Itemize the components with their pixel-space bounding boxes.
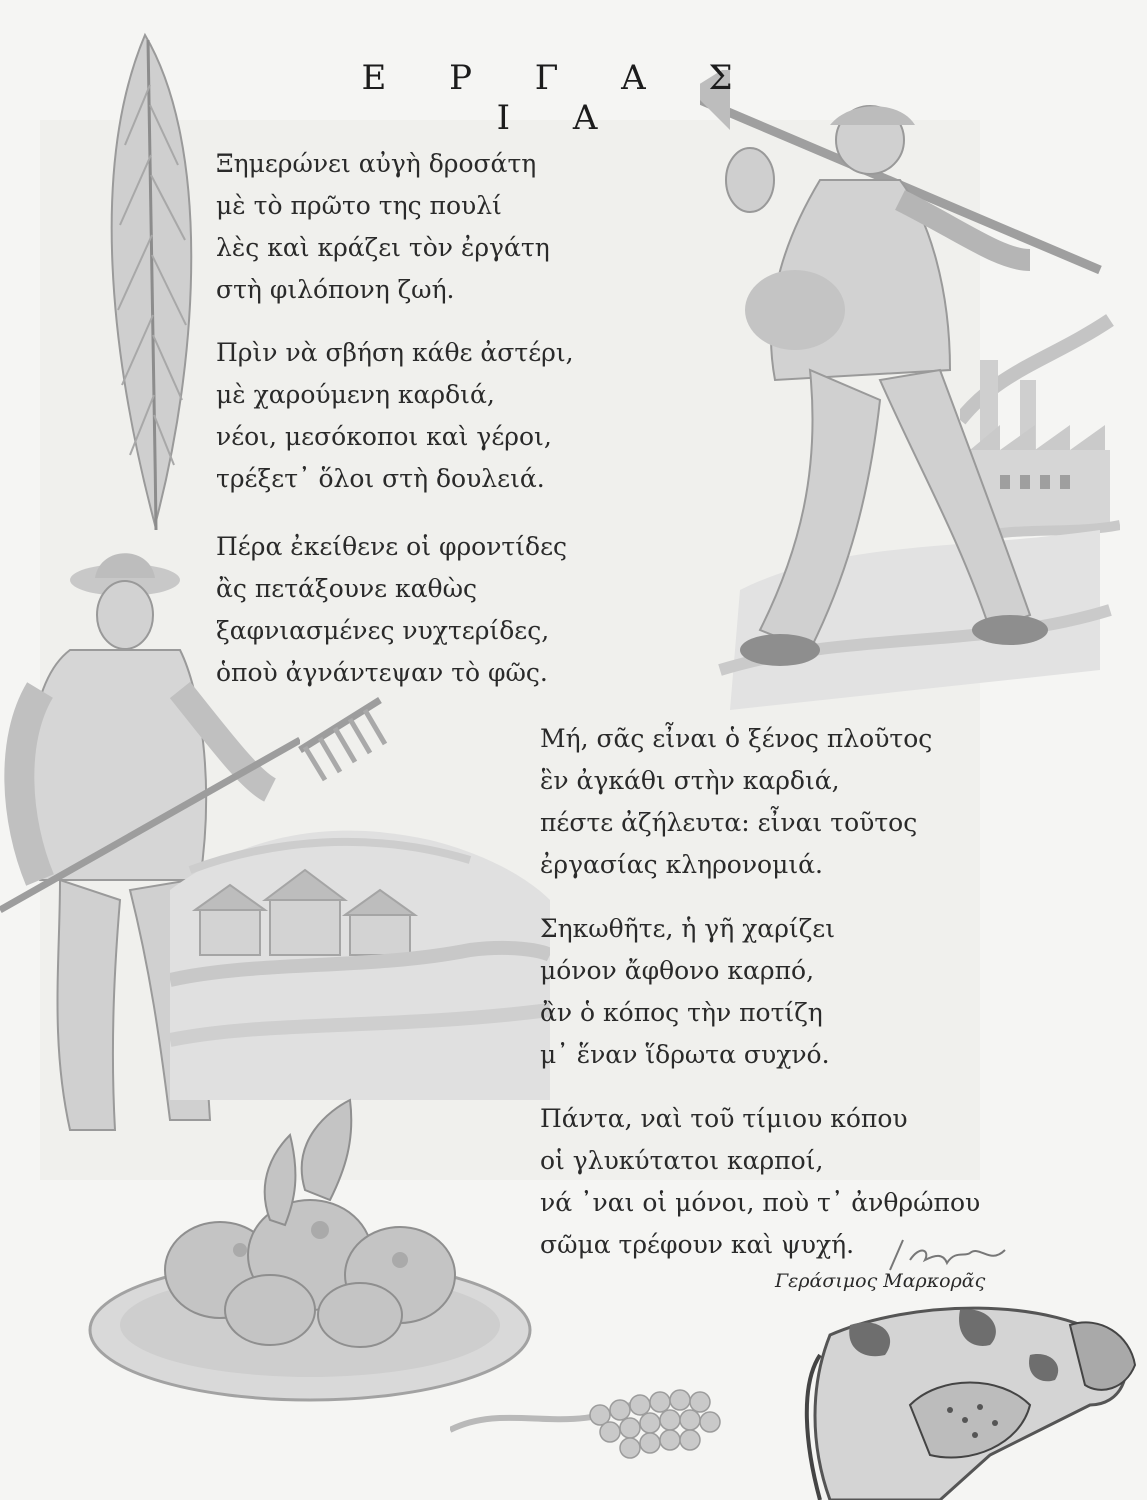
verse-line: τρέξετ᾿ ὅλοι στὴ δουλειά. (216, 464, 545, 493)
worker-with-pickaxe-illustration (700, 70, 1120, 720)
verse-line: στὴ φιλόπονη ζωή. (216, 275, 455, 304)
verse-line: Ξημερώνει αὐγὴ δροσάτη (216, 149, 537, 178)
stanza-1 (216, 143, 550, 311)
stanza-5 (540, 908, 835, 1076)
verse-line: Πέρα ἐκείθενε οἱ φροντίδες (216, 532, 568, 561)
verse-line: ἓν ἀγκάθι στὴν καρδιά, (540, 766, 840, 795)
verse-line: ὁποὺ ἀγνάντεψαν τὸ φῶς. (216, 658, 548, 687)
verse-line: πέστε ἀζήλευτα: εἶναι τοῦτος (540, 808, 918, 837)
verse-line: σῶμα τρέφουν καὶ ψυχή. (540, 1230, 855, 1259)
grapes-illustration (450, 1360, 830, 1470)
verse-line: ἂς πετάξουνε καθὼς (216, 574, 477, 603)
stanza-2 (216, 332, 574, 500)
stanza-4 (540, 718, 932, 886)
verse-line: λὲς καὶ κράζει τὸν ἐργάτη (216, 233, 550, 262)
verse-line: Σηκωθῆτε, ἡ γῆ χαρίζει (540, 914, 835, 943)
verse-line: μόνον ἄφθονο καρπό, (540, 956, 815, 985)
author-name: Γεράσιμος Μαρκορᾶς (775, 1270, 986, 1292)
verse-line: ἐργασίας κληρονομιά. (540, 850, 823, 879)
verse-line: μ᾿ ἕναν ἵδρωτα συχνό. (540, 1040, 830, 1069)
verse-line: νέοι, μεσόκοποι καὶ γέροι, (216, 422, 552, 451)
palm-frond-illustration (70, 25, 220, 535)
verse-line: μὲ χαρούμενη καρδιά, (216, 380, 495, 409)
stanza-3 (216, 526, 567, 694)
village-illustration (170, 800, 550, 1100)
animal-figure-illustration (790, 1295, 1140, 1500)
verse-line: μὲ τὸ πρῶτο της πουλί (216, 191, 502, 220)
stanza-6 (540, 1098, 980, 1266)
verse-line: νά ᾿ναι οἱ μόνοι, ποὺ τ᾿ ἀνθρώπου (540, 1188, 981, 1217)
verse-line: ἂν ὁ κόπος τὴν ποτίζη (540, 998, 823, 1027)
verse-line: Πάντα, ναὶ τοῦ τίμιου κόπου (540, 1104, 908, 1133)
verse-line: ξαφνιασμένες νυχτερίδες, (216, 616, 550, 645)
page-title: Ε Ρ Γ Α Σ Ι Α (361, 58, 759, 138)
rake-head-illustration (290, 680, 400, 790)
verse-line: οἱ γλυκύτατοι καρποί, (540, 1146, 824, 1175)
verse-line: Πρὶν νὰ σβήση κάθε ἀστέρι, (216, 338, 574, 367)
verse-line: Μή, σᾶς εἶναι ὁ ξένος πλοῦτος (540, 724, 933, 753)
